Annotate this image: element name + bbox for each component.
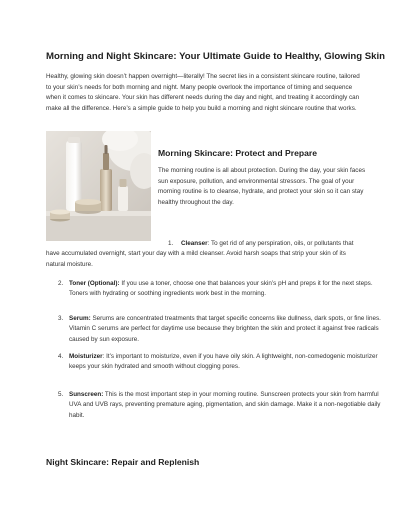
step-2-number: 2. xyxy=(58,280,64,287)
morning-section-paragraph: The morning routine is all about protection. During the day, your skin faces sun exposure, pollution, and environmental stressors. The goal of your morning routine is to cleanse, hydrate, and protect your skin so it can stay healthy throughout the day. xyxy=(158,167,366,206)
step-4-number: 4. xyxy=(58,353,64,360)
step-2-text: If you use a toner, choose one that balances your skin’s pH and preps it for the next steps. Toners with hydrating or soothing ingredients work best in the morning. xyxy=(69,280,373,298)
list-item xyxy=(46,239,362,270)
step-4-label: Moisturizer xyxy=(69,353,103,360)
page-title: Morning and Night Skincare: Your Ultimate Guide to Healthy, Glowing Skin xyxy=(46,51,386,62)
step-1-label: Cleanser xyxy=(181,240,208,247)
list-item xyxy=(69,390,387,421)
step-3-text: Serums are concentrated treatments that target specific concerns like dullness, dark spots, or fine lines. Vitamin C serums are perfect for daytime use because they brighten the skin and protect it against free radicals caused by sun exposure. xyxy=(69,315,381,343)
intro-paragraph: Healthy, glowing skin doesn’t happen overnight—literally! The secret lies in a consistent skincare routine, tailored to your skin’s needs for both morning and night. Many people overlook the importance of timing and sequence when it comes to skincare. Your skin has different needs during the day and night, and treating it accordingly can make all the difference. Here’s a simple guide to help you build a morning and night skincare routine that works. xyxy=(46,73,360,112)
step-3-label: Serum: xyxy=(69,315,91,322)
morning-section-heading: Morning Skincare: Protect and Prepare xyxy=(158,148,318,158)
skincare-products-photo xyxy=(46,131,151,241)
step-5-text: This is the most important step in your morning routine. Sunscreen protects your skin from harmful UVA and UVB rays, preventing premature aging, pigmentation, and skin damage. Make it a non-negotiable daily habit. xyxy=(69,391,381,419)
skincare-products-illustration xyxy=(46,131,151,241)
list-item xyxy=(69,279,387,300)
step-5-number: 5. xyxy=(58,391,64,398)
list-item xyxy=(69,352,387,373)
list-item xyxy=(69,314,387,345)
step-5-label: Sunscreen: xyxy=(69,391,104,398)
step-1-number: 1. xyxy=(168,240,174,247)
step-3-number: 3. xyxy=(58,315,64,322)
step-2-label: Toner (Optional): xyxy=(69,280,120,287)
night-section-heading: Night Skincare: Repair and Replenish xyxy=(46,457,200,467)
step-1-text: : To get rid of any perspiration, oils, or pollutants that have accumulated overnight, start your day with a mild cleanser. Avoid harsh soaps that strip your skin of its natural moisture. xyxy=(46,240,354,268)
step-4-text: : It’s important to moisturize, even if you have oily skin. A lightweight, non-comedogenic moisturizer keeps your skin hydrated and smooth without clogging pores. xyxy=(69,353,378,371)
